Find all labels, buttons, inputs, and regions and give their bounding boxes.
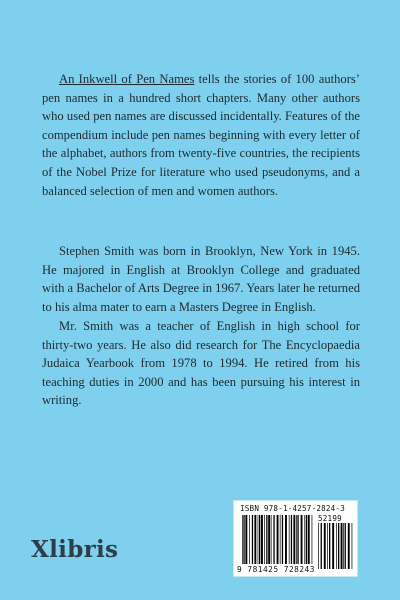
isbn-label: ISBN 978-1-4257-2824-3 <box>240 504 345 513</box>
barcode-digits: 9 781425 728243 <box>237 565 315 574</box>
description-text: tells the stories of 100 authors’ pen names in a hundred short chapters. Many other authors who used pen names are discussed incidentally. Features of the compendium include pen names beginning with every letter of the alphabet, authors from twenty-five countries, the recipients of the Nobel Prize for literature who used pseudonyms, and a balanced selection of men and women authors. <box>42 72 361 198</box>
book-title: An Inkwell of Pen Names <box>59 72 195 86</box>
book-description <box>42 70 360 200</box>
author-bio-paragraph-2: Mr. Smith was a teacher of English in high school for thirty-two years. He also did research for The Encyclopaedia Judaica Yearbook from 1978 to 1994. He retired from his teaching duties in 2000 and has been pursuing his interest in writing. <box>42 319 360 408</box>
author-bio-paragraph-1: Stephen Smith was born in Brooklyn, New York in 1945. He majored in English at Brooklyn College and graduated with a Bachelor of Arts Degree in 1967. Years later he returned to his alma mater to earn a Masters Degree in English. <box>42 244 360 314</box>
publisher-logo: Xlibris <box>31 536 119 563</box>
barcode-box <box>233 500 358 577</box>
price-code: 52199 <box>318 514 342 523</box>
